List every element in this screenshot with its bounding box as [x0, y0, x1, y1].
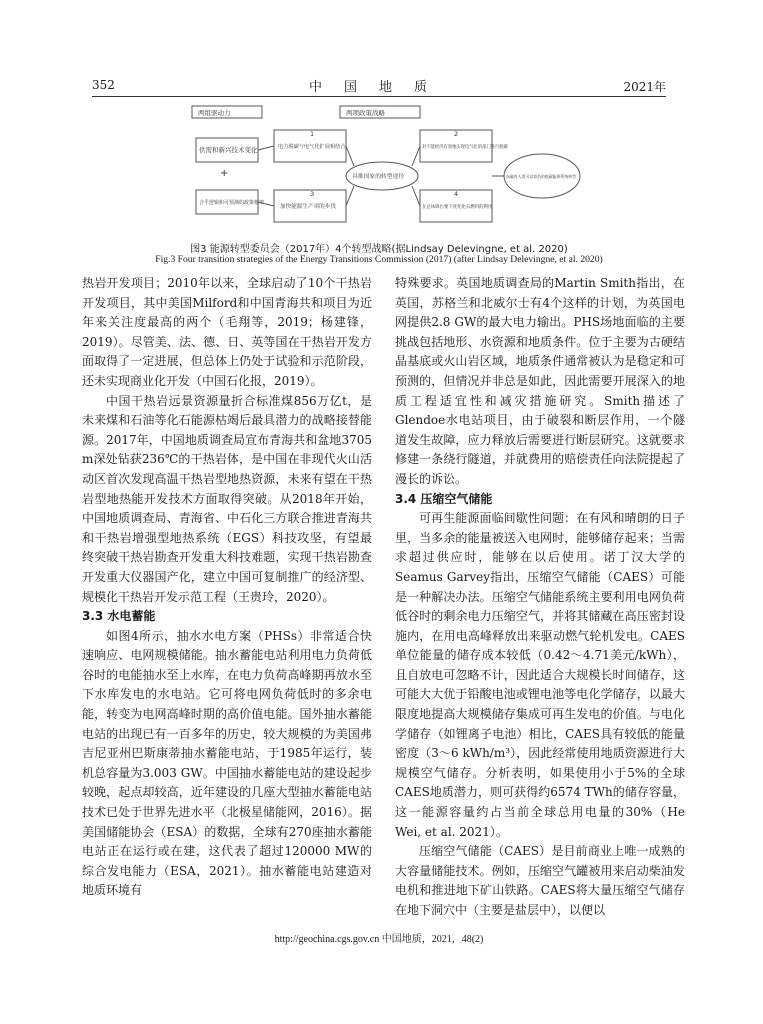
page-footer: http://geochina.cgs.gov.cn 中国地质，2021，48(2) [274, 934, 484, 945]
target-label: 向碳有人类可以容负的低碳能源系统转型 [506, 174, 577, 179]
paragraph: 压缩空气储能（CAES）是目前商业上唯一成熟的大容量储能技术。例如，压缩空气罐被用来启动柴油发电机和推进地下矿山铁路。CAES将大量压缩空气储存在地下洞穴中（主要是盐层中），以便以 [395, 844, 685, 917]
page-number: 352 [92, 78, 115, 92]
strategy-diagram [190, 104, 582, 232]
label-drivers: 两组驱动力 [198, 109, 231, 117]
paragraph: 中国干热岩远景资源量折合标准煤856万亿t，是未来煤和石油等化石能源枯竭后最具潜力的战略接替能源。2017年，中国地质调查局宣布青海共和盆地3705 m深处钻获236℃的干热岩体，是中国在非现代火山活动区首次发现高温干热岩型地热资源，未来有望在干热岩型地热能开发技术方面取得突破。从2018年开始，中国地质调查局、青海省、中石化三方联合推进青海共和干热岩增强型地热系统（EGS）科技攻坚，有望最终突破干热岩勘查开发重大科技难题，实现干热岩勘查开发重大仪器国产化，建立中国可复制推广的经济型、规模化干热岩开发示范工程（王贵玲，2020）。 [82, 393, 372, 604]
issue-year: 2021年 [623, 80, 666, 94]
text-strategy-2: 对不能经济有效地实现电气化的部门进行脱碳 [422, 145, 508, 150]
num-1: 1 [310, 130, 315, 138]
left-column [82, 274, 372, 901]
right-column [395, 274, 685, 921]
num-4: 4 [454, 190, 459, 198]
paragraph: 可再生能源面临间歇性问题：在有风和晴朗的日子里，当多余的能量被送入电网时，能够储存起来；当需求超过供应时，能够在以后使用。诺丁汉大学的Seamus Garvey指出，压缩空气储能（CAES）可能是一种解决办法。压缩空气储能系统主要利用电网负荷低谷时的剩余电力压缩空气，并将其储藏在高压密封设施内，在用电高峰释放出来驱动燃气轮机发电。CAES单位能量的储存成本较低（0.42～4.71美元/kWh），且自放电可忽略不计，因此适合大规模长时间储存，这可能大大优于铅酸电池或锂电池等电化学储存，以最大限度地提高大规模储存集成可再生发电的价值。与电化学储存（如锂离子电池）相比，CAES具有较低的能量密度（3～6 kWh/m³），因此经常使用地质资源进行大规模空气储存。分析表明，如果使用小于5%的全球CAES地质潜力，则可获得约6574 TWh的储存容量，这一能源容量约占当前全球总用电量的30%（He Wei, et al. 2021）。 [395, 511, 685, 839]
paragraph: 热岩开发项目；2010年以来，全球启动了10个干热岩开发项目，其中美国Milford和中国青海共和项目为近年来关注度最高的两个（毛翔等，2019；杨建锋，2019）。尽管美、法、德、日、英等国在干热岩开发方面取得了一定进展，但总体上仍处于试验和示范阶段，还未实现商业化开发（中国石化报，2019）。 [82, 276, 372, 388]
label-strategies: 两项政策战略 [346, 109, 385, 117]
center-label: 具推国家的转型途径 [352, 174, 405, 180]
text-strategy-1: 电力脱碳与电气化扩展相结合 [278, 144, 346, 150]
section-heading-3-4: 3.4 压缩空气储能 [395, 491, 493, 506]
num-3: 3 [310, 190, 315, 198]
figure-caption-zh: 图3 能源转型委员会（2017年）4个转型战略(据Lindsay Delevingne, et al. 2020) [190, 244, 568, 255]
text-strategy-3: 加快能源生产率的步伐 [280, 204, 336, 210]
paragraph: 特殊要求。英国地质调查局的Martin Smith指出，在英国，苏格兰和北威尔士有4个这样的计划，为英国电网提供2.8 GW的最大电力输出。PHS场地面临的主要挑战包括地形、水资源和地质条件。位于主要为古硬结晶基底或火山岩区域，地质条件通常被认为是稳定和可预测的，但情况并非总是如此，因此需要开展深入的地质工程适宜性和减灾措施研究。Smith描述了Glendoe水电站项目，由于破裂和断层作用，一个隧道发生故障，应力释放后需要进行断层研究。这就要求修建一条绕行隧道，并就费用的赔偿责任向法院提起了漫长的诉讼。 [395, 276, 685, 486]
figure-3-diagram [190, 104, 582, 232]
running-header [92, 74, 666, 97]
arrows-left [258, 146, 274, 206]
num-2: 2 [454, 130, 459, 138]
plus-sign: + [220, 168, 229, 179]
section-heading-3-3: 3.3 水电蓄能 [82, 609, 156, 624]
journal-title: 中国地质 [308, 80, 449, 95]
text-supply-demand: 供需和新兴技术变化 [199, 146, 258, 154]
paragraph: 如图4所示，抽水水电方案（PHSs）非常适合快速响应、电网规模储能。抽水蓄能电站利用电力负荷低谷时的电能抽水至上水库，在电力负荷高峰期再放水至下水库发电的水电站。它可将电网负荷低时的多余电能，转变为电网高峰时期的高价值电能。国外抽水蓄能电站的出现已有一百多年的历史，较大规模的为美国弗吉尼亚州巴斯康蒂抽水蓄能电站，于1985年运行，装机总容量为3.003 GW。中国抽水蓄能电站的建设起步较晚，起点却较高，近年建设的几座大型抽水蓄能电站技术已处于世界先进水平（北极星储能网，2016）。据美国储能协会（ESA）的数据，全球有270座抽水蓄能电站正在运行或在建，这代表了超过120000 MW的综合发电能力（ESA，2021）。抽水蓄能电站建造对地质环境有 [82, 628, 372, 898]
text-policy-framework: 合乎逻辑和可预测的政策框架 [199, 200, 265, 206]
text-strategy-4: 在总体降污要下优化化石燃料的利用 [422, 205, 493, 210]
figure-caption-en: Fig.3 Four transition strategies of the Energy Transitions Commission (2017) (after Lindsay Delevingne, et al. 2020) [155, 254, 603, 265]
